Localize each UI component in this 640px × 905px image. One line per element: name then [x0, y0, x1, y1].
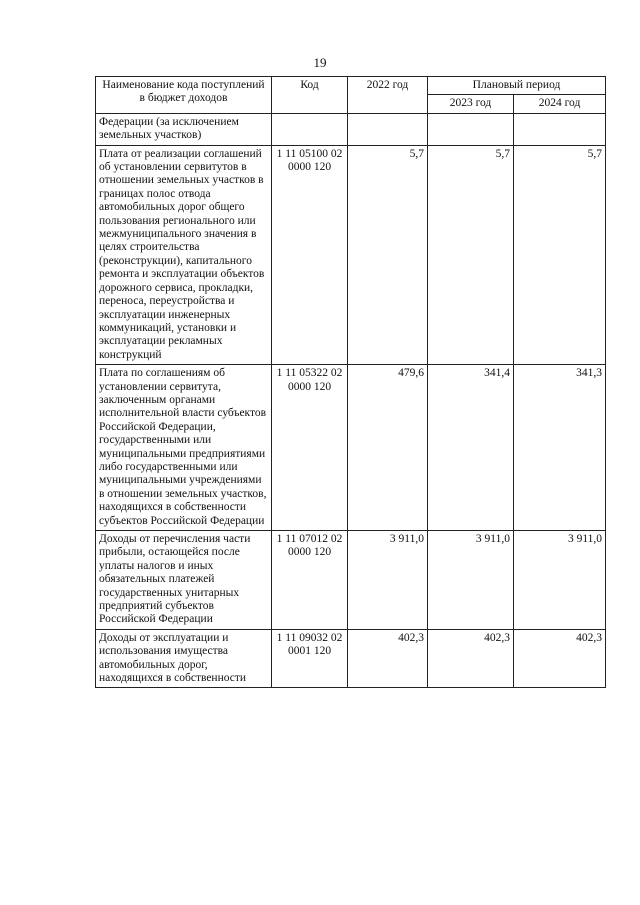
header-year-2023: 2023 год — [428, 95, 514, 113]
row-code: 1 11 05322 02 0000 120 — [272, 365, 348, 531]
row-value-2022: 5,7 — [348, 145, 428, 365]
row-code: 1 11 09032 02 0001 120 — [272, 629, 348, 688]
row-name: Доходы от перечисления части прибыли, остающейся после уплаты налогов и иных обязательных платежей государственных унитарных предприятий субъектов Российской Федерации — [96, 531, 272, 630]
header-code: Код — [272, 77, 348, 114]
row-code: 1 11 07012 02 0000 120 — [272, 531, 348, 630]
row-name: Плата по соглашениям об установлении сервитута, заключенным органами исполнительной власти субъектов Российской Федерации, государственными или муниципальными предприятиями либо государственными или муниципальными учреждениями в отношении земельных участков, находящихся в собственности субъектов Российской Федерации — [96, 365, 272, 531]
header-year-2024: 2024 год — [514, 95, 606, 113]
row-value-2022: 402,3 — [348, 629, 428, 688]
row-value-2022: 479,6 — [348, 365, 428, 531]
header-year-2022: 2022 год — [348, 77, 428, 114]
row-value-2024: 402,3 — [514, 629, 606, 688]
row-value-2023 — [428, 113, 514, 145]
row-value-2023: 341,4 — [428, 365, 514, 531]
row-value-2024: 5,7 — [514, 145, 606, 365]
row-value-2023: 5,7 — [428, 145, 514, 365]
row-value-2022: 3 911,0 — [348, 531, 428, 630]
table-row — [96, 629, 606, 688]
row-value-2023: 3 911,0 — [428, 531, 514, 630]
header-planning-period: Плановый период — [428, 77, 606, 95]
row-code — [272, 113, 348, 145]
table-row — [96, 113, 606, 145]
row-name: Доходы от эксплуатации и использования имущества автомобильных дорог, находящихся в собственности — [96, 629, 272, 688]
header-name: Наименование кода поступлений в бюджет доходов — [96, 77, 272, 114]
row-value-2024: 341,3 — [514, 365, 606, 531]
table-row — [96, 145, 606, 365]
table-row — [96, 531, 606, 630]
row-value-2023: 402,3 — [428, 629, 514, 688]
page-number: 19 — [313, 55, 327, 70]
row-value-2022 — [348, 113, 428, 145]
row-value-2024: 3 911,0 — [514, 531, 606, 630]
table-row — [96, 365, 606, 531]
revenue-table — [95, 76, 606, 688]
row-name: Плата от реализации соглашений об установлении сервитутов в отношении земельных участков в границах полос отвода автомобильных дорог общего пользования регионального или межмуниципального значения в целях строительства (реконструкции), капитального ремонта и эксплуатации объектов дорожного сервиса, прокладки, переноса, переустройства и эксплуатации инженерных коммуникаций, установки и эксплуатации рекламных конструкций — [96, 145, 272, 365]
row-code: 1 11 05100 02 0000 120 — [272, 145, 348, 365]
row-value-2024 — [514, 113, 606, 145]
row-name: Федерации (за исключением земельных участков) — [96, 113, 272, 145]
